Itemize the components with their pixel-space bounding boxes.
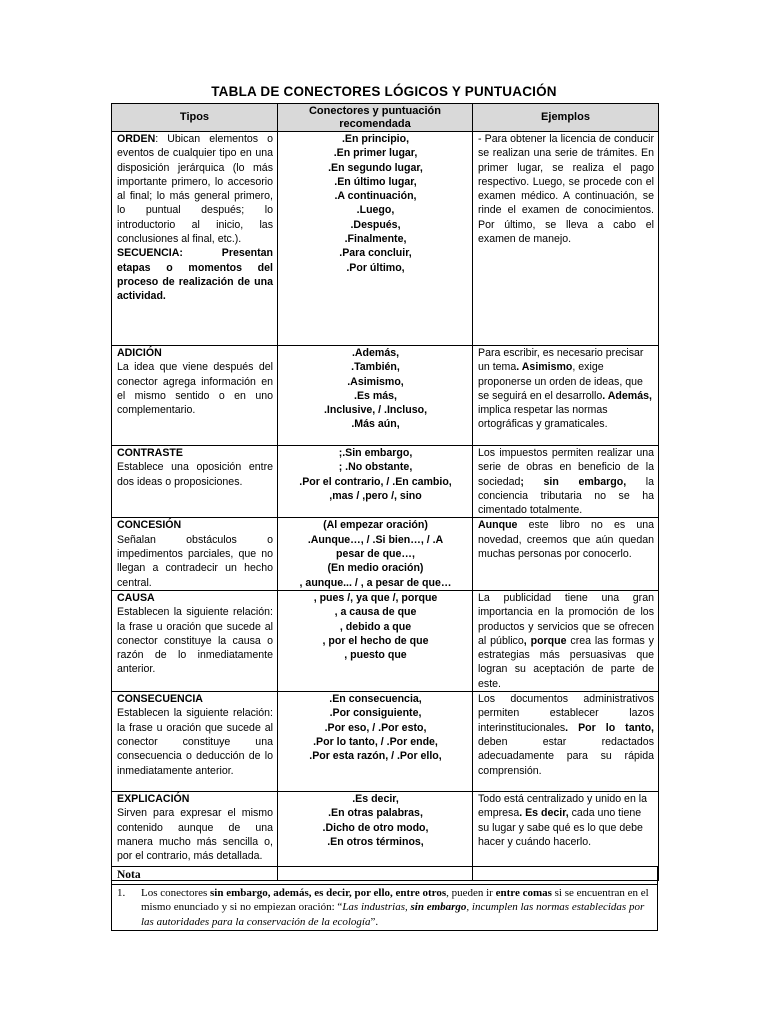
connector-item: ,mas / ,pero /, sino [329, 489, 422, 502]
connector-item: .Por eso, / .Por esto, [324, 721, 427, 734]
ejemplo-text: . Además, [602, 389, 652, 402]
connector-item: ; .No obstante, [338, 461, 413, 474]
tipo-text: Establece una oposición entre dos ideas o proposiciones. [117, 461, 273, 488]
connector-item: .Por lo tanto, / .Por ende, [313, 735, 438, 748]
ejemplo-text: La publicidad tiene una gran importancia en la promoción de los productos y servicios que se ofrecen al público [478, 591, 654, 647]
ejemplo-text: implica respetar las normas ortográficas y gramaticales. [478, 404, 608, 431]
connectors-table [111, 103, 659, 881]
ejemplo-cell [473, 518, 659, 590]
tipo-text: CONCESIÓN [117, 519, 182, 532]
ejemplo-text: . Por lo tanto, [565, 721, 654, 734]
ejemplo-text: Todo está centralizado y unido en la empresa [478, 793, 648, 820]
ejemplo-text: Los documentos administrativos permiten establecer lazos interinstitucionales [478, 693, 654, 734]
ejemplo-text: crea las formas y estrategias más persuasivas que logran su aceptación de parte de este. [478, 634, 654, 690]
conectores-cell [278, 346, 473, 446]
tipo-text: SECUENCIA: Presentan etapas o momentos del proceso de realización de una actividad. [117, 247, 273, 303]
header-tipos: Tipos [112, 104, 278, 132]
header-conectores: Conectores y puntuación recomendada [278, 104, 473, 132]
connector-item: .Por esta razón, / .Por ello, [309, 750, 442, 763]
page-title: TABLA DE CONECTORES LÓGICOS Y PUNTUACIÓN [211, 84, 557, 99]
tipo-text: Establecen la siguiente relación: la frase u oración que sucede al conector constituye la causa o razón de lo inmediatamente anterior. [117, 606, 273, 676]
tipo-text: Señalan obstáculos o impedimentos parciales, que no llegan a contradecir un hecho central. [117, 533, 273, 589]
table-header-row [112, 104, 659, 132]
connector-item: .Es más, [354, 389, 397, 402]
note-number: 1. [117, 886, 126, 899]
connector-item: .En segundo lugar, [328, 161, 423, 174]
connector-item: .A continuación, [334, 190, 417, 203]
tipo-text: : Ubican elementos o eventos de cualquier tipo en una disposición jerárquica (lo más importante primero, lo accesorio al final; lo más general primero, lo puntual después; lo introductorio al inicio, las conclusiones al final, etc.). [117, 133, 273, 246]
connector-item: .Por consiguiente, [329, 707, 422, 720]
tipo-cell [112, 590, 278, 691]
connector-item: .Después, [350, 218, 401, 231]
connector-item: .En principio, [341, 133, 410, 145]
connector-item: .Luego, [356, 204, 395, 217]
connector-item: .Por último, [346, 261, 405, 274]
connector-item: .Aunque…, / .Si bien…, / .A [307, 533, 444, 546]
ejemplo-text: Aunque [478, 519, 518, 532]
tipo-text: ORDEN [117, 133, 156, 145]
tipo-cell [112, 346, 278, 446]
table-row [112, 132, 659, 346]
connector-item: , pues /, ya que /, porque [313, 591, 438, 604]
tipo-cell [112, 692, 278, 792]
connector-item: , por el hecho de que [322, 634, 429, 647]
ejemplo-text: , porque [523, 634, 567, 647]
ejemplo-text: deben estar redactados adecuadamente para su rápida comprensión. [478, 735, 654, 777]
ejemplo-text: Los impuestos permiten realizar una serie de obras en beneficio de la sociedad [478, 447, 654, 488]
note-text-run: si se encuentran en el mismo enunciado y si no empiezan oración: “ [141, 886, 649, 913]
tipo-cell [112, 446, 278, 518]
connector-item: (Al empezar oración) [323, 519, 428, 532]
tipo-cell [112, 518, 278, 590]
ejemplo-text: . Es decir, [519, 807, 569, 820]
tipo-cell [112, 132, 278, 346]
note-text-run: , incumplen las normas establecidas por las autoridades para la conservación de la ecología [141, 901, 645, 928]
note-text-run: sin embargo, además, es decir, por ello, entre otros [210, 886, 447, 899]
table-row [112, 346, 659, 446]
connector-item: .Asimismo, [347, 375, 404, 388]
tipo-text: EXPLICACIÓN [117, 793, 190, 806]
note-text-run: entre comas [495, 886, 552, 899]
conectores-cell [278, 132, 473, 346]
note-text-run: ”. [370, 915, 379, 928]
connector-item: .Más aún, [351, 418, 400, 431]
tipo-text: Establecen la siguiente relación: la frase u oración que sucede al conector constituye una consecuencia o deducción de lo inmediatamente anterior. [117, 707, 273, 777]
tipo-text: CONTRASTE [117, 447, 183, 459]
connector-item: .En otros términos, [327, 835, 424, 848]
note-heading: Nota [112, 867, 658, 885]
table-row [112, 590, 659, 691]
connector-item: .En primer lugar, [333, 147, 418, 160]
ejemplo-cell [473, 692, 659, 792]
ejemplo-text: este libro no es una novedad, creemos que aún quedan muchas personas por conocerlo. [478, 519, 654, 561]
tipo-text: CAUSA [117, 591, 155, 604]
tipo-text: CONSECUENCIA [117, 693, 203, 706]
connector-item: .Dicho de otro modo, [322, 821, 429, 834]
note-text-run: , pueden ir [446, 886, 496, 899]
connector-item: (En medio oración) [327, 562, 424, 575]
ejemplo-text: , exige proponerse un orden de ideas, que se seguirá en el desarrollo [478, 361, 643, 402]
note-text-run: Los conectores [141, 886, 211, 899]
connector-item: .Por el contrario, / .En cambio, [299, 475, 452, 488]
conectores-cell [278, 590, 473, 691]
ejemplo-text: ; sin embargo, [520, 475, 627, 488]
ejemplo-text: cada uno tiene su lugar y sabe qué es lo que debe hacer y cuándo hacerlo. [478, 807, 643, 848]
table-row [112, 518, 659, 590]
connector-item: .Además, [351, 347, 400, 359]
table-body [112, 132, 659, 881]
connector-item: ;.Sin embargo, [338, 447, 413, 459]
connector-item: pesar de que…, [336, 548, 415, 561]
ejemplo-text: la conciencia tributaria no se ha cimentado totalmente. [478, 475, 654, 517]
connector-item: .En consecuencia, [329, 693, 422, 706]
ejemplo-cell [473, 590, 659, 691]
connector-item: , puesto que [344, 649, 407, 662]
connector-item: .En último lugar, [334, 175, 417, 188]
note-body [112, 884, 658, 931]
note-text [141, 886, 652, 930]
tipo-text: Sirven para expresar el mismo contenido aunque de una manera mucho más sencilla o, por el contrario, más detallada. [117, 807, 273, 863]
ejemplo-text: . Asimismo [516, 361, 573, 374]
note-text-run: sin embargo [410, 901, 467, 913]
conectores-cell [278, 446, 473, 518]
connector-item: , aunque... / , a pesar de que… [299, 576, 452, 589]
connector-item: , debido a que [339, 620, 412, 633]
note-text-run: Las industrias, [342, 901, 411, 913]
conectores-cell [278, 518, 473, 590]
connector-item: , a causa de que [334, 606, 417, 619]
connector-item: .Para concluir, [339, 247, 412, 260]
connector-item: .Es decir, [352, 793, 399, 806]
connector-item: .También, [351, 361, 400, 374]
tipo-text: ADICIÓN [117, 347, 162, 359]
tipo-text: La idea que viene después del conector agrega información en el mismo sentido o en uno complementario. [117, 361, 273, 417]
ejemplo-cell [473, 132, 659, 346]
note-table [111, 866, 658, 931]
ejemplo-cell [473, 346, 659, 446]
header-ejemplos: Ejemplos [473, 104, 659, 132]
conectores-cell [278, 692, 473, 792]
ejemplo-cell [473, 446, 659, 518]
ejemplo-text: Para escribir, es necesario precisar un tema [478, 347, 644, 374]
table-row [112, 692, 659, 792]
ejemplo-text: - Para obtener la licencia de conducir se realizan una serie de trámites. En primer lugar, se realiza el pago respectivo. Luego, se procede con el examen médico. A continuación, se rinde el examen de conocimientos. Por último, se lleva a cabo el examen de manejo. [478, 133, 654, 246]
table-row [112, 446, 659, 518]
connector-item: .Finalmente, [344, 233, 407, 246]
connector-item: .En otras palabras, [328, 807, 423, 820]
connector-item: .Inclusive, / .Incluso, [323, 404, 428, 417]
